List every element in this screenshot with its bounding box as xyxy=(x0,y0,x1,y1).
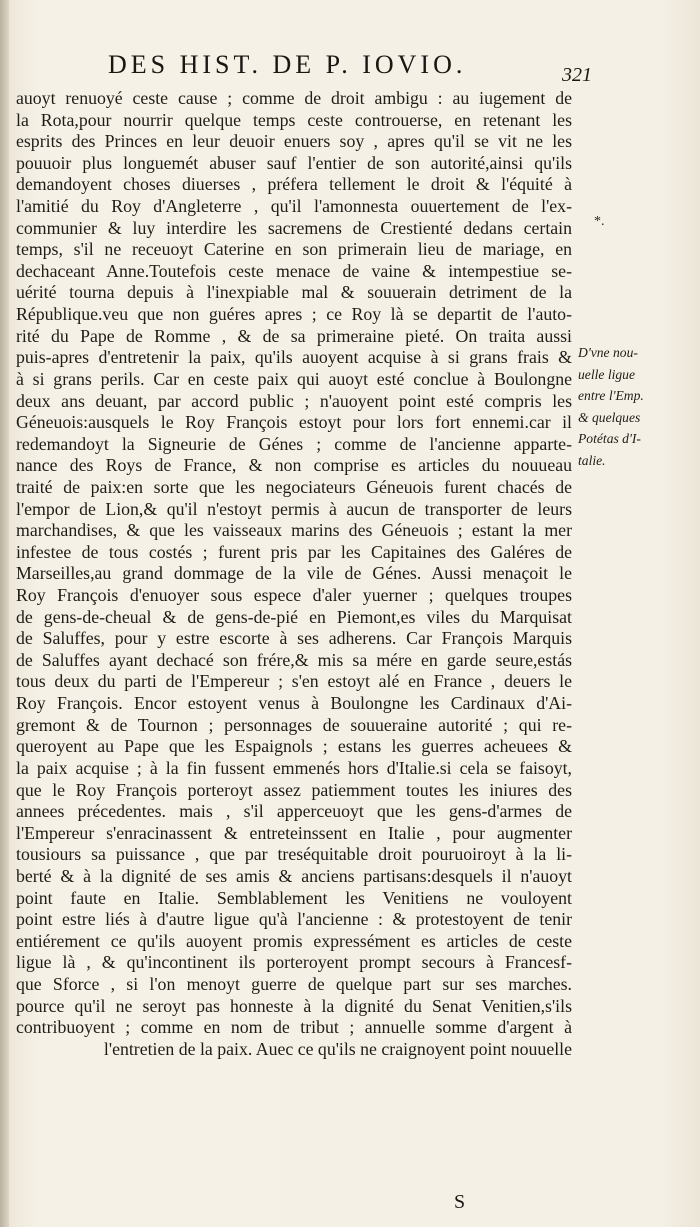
text-line: l'empor de Lion,& qu'il n'estoyt permis à aucun de transporter de leurs xyxy=(16,498,572,519)
text-line: tous deux du parti de l'Empereur ; s'en estoyt alé en France , deuers le xyxy=(16,671,572,692)
text-line: l'amitié du Roy d'Angleterre , qu'il l'amonnesta ouuertement de l'ex- xyxy=(16,196,572,217)
text-line: uérité tourna depuis à l'inexpiable mal & souuerain detriment de la xyxy=(16,282,572,303)
margin-note-line: talie. xyxy=(578,452,606,468)
page-number: 321 xyxy=(562,64,592,86)
text-line: Roy François. Encor estoyent venus à Boulongne les Cardinaux d'Ai- xyxy=(16,693,572,714)
text-line: marchandises, & que les vaisseaux marins des Géneuois ; estant la mer xyxy=(16,520,572,541)
text-line: point estre liés à d'autre ligue qu'à l'ancienne : & protestoyent de tenir xyxy=(16,909,572,930)
text-line: communier & luy interdire les sacremens de Crestienté dedans certain xyxy=(16,217,572,238)
margin-note-line: & quelques xyxy=(578,409,641,425)
margin-note-line: entre l'Emp. xyxy=(578,388,644,404)
text-line: Géneuois:ausquels le Roy François estoyt pour lors fort ennemi.car il xyxy=(16,412,572,433)
text-line: queroyent au Pape que les Espaignols ; estans les guerres acheuees & xyxy=(16,736,572,757)
signature-mark: S xyxy=(454,1191,466,1213)
text-line: dechaceant Anne.Toutefois ceste menace de vaine & intempestiue se- xyxy=(16,260,572,281)
text-line: deux ans deuant, par accord public ; n'auoyent point esté compris les xyxy=(16,390,572,411)
text-line: à si grans perils. Car en ceste paix qui auoyt esté conclue à Boulongne xyxy=(16,368,572,389)
text-line: la paix acquise ; à la fin fussent emmenés hors d'Italie.si cela se faisoyt, xyxy=(16,757,572,778)
text-line: l'Empereur s'enracinassent & entreteinssent en Italie , pour augmenter xyxy=(16,822,572,843)
text-line: berté & à la dignité de ses amis & anciens partisans:desquels il n'auoyt xyxy=(16,865,572,886)
margin-note-line: uelle ligue xyxy=(578,366,635,382)
text-line: infestee de tous costés ; furent pris par les Capitaines des Galéres de xyxy=(16,541,572,562)
text-line: pource qu'il ne seroyt pas honneste à la dignité du Senat Venitien,s'ils xyxy=(16,995,572,1016)
margin-note-line: Potétas d'I- xyxy=(578,431,641,447)
text-line: point faute en Italie. Semblablement les Venitiens ne vouloyent xyxy=(16,887,572,908)
text-line: esprits des Princes en leur deuoir enuers soy , apres qu'il se vit ne les xyxy=(16,131,572,152)
margin-mark: *. xyxy=(594,214,605,229)
text-line: traité de paix:en sorte que les negociateurs Géneuois furent chacés de xyxy=(16,476,572,497)
text-line: rité du Pape de Romme , & de sa primeraine pieté. On traita aussi xyxy=(16,325,572,346)
text-line: redemandoyt la Signeurie de Génes ; comme de l'ancienne apparte- xyxy=(16,433,572,454)
text-line: de Saluffes, pour y estre escorte à ses adherens. Car François Marquis xyxy=(16,628,572,649)
text-line: tousiours sa puissance , que par treséquitable droit pouruoiroyt à la li- xyxy=(16,844,572,865)
text-line: l'entretien de la paix. Auec ce qu'ils ne craignoyent point nouuelle xyxy=(103,1038,572,1059)
page-binding-edge xyxy=(0,0,9,1227)
text-line: que le Roy François porteroyt assez patiemment toutes les iniures des xyxy=(16,779,572,800)
running-head: DES HIST. DE P. IOVIO. xyxy=(108,50,467,79)
text-line: la Rota,pour nourrir quelque temps ceste controuerse, en retenant les xyxy=(16,109,572,130)
text-line: auoyt renuoyé ceste cause ; comme de droit ambigu : au iugement de xyxy=(16,88,572,108)
text-line: entiérement ce qu'ils auoyent promis expressément es articles de ceste xyxy=(16,930,572,951)
text-line: temps, s'il ne receuoyt Caterine en son primerain lieu de mariage, en xyxy=(16,239,572,260)
text-line: contribuoyent ; comme en nom de tribut ; annuelle somme d'argent à xyxy=(16,1017,572,1038)
margin-note xyxy=(578,342,686,472)
text-line: annees précedentes. mais , s'il apperceuoyt que les gens-d'armes de xyxy=(16,801,572,822)
text-line: ligue là , & qu'incontinent ils porteroyent prompt secours à Francesf- xyxy=(16,952,572,973)
text-line: République.veu que non guéres apres ; ce Roy là se departit de l'auto- xyxy=(16,304,572,325)
text-line: pouuoir plus longuemét abuser sauf l'entier de son autorité,ainsi qu'ils xyxy=(16,152,572,173)
text-line: demandoyent choses diuerses , préfera tellement le droit & l'équité à xyxy=(16,174,572,195)
text-line: gremont & de Tournon ; personnages de souueraine autorité ; qui re- xyxy=(16,714,572,735)
text-line: de gens-de-cheual & de gens-de-pié en Piemont,es viles du Marquisat xyxy=(16,606,572,627)
text-line: Roy François d'enuoyer sous espece d'aler yuerner ; quelques troupes xyxy=(16,585,572,606)
body-text xyxy=(16,88,572,1060)
text-line: nance des Roys de France, & non comprise es articles du nouueau xyxy=(16,455,572,476)
margin-note-line: D'vne nou- xyxy=(578,345,638,360)
text-line: Marseilles,au grand dommage de la vile de Génes. Aussi menaçoit le xyxy=(16,563,572,584)
text-line: de Saluffes ayant dechacé son frére,& mis sa mére en garde seure,estás xyxy=(16,649,572,670)
text-line: que Sforce , si l'on menoyt guerre de quelque part sur ses marches. xyxy=(16,973,572,994)
text-line: puis-apres d'entretenir la paix, qu'ils auoyent acquise à si grans frais & xyxy=(16,347,572,368)
